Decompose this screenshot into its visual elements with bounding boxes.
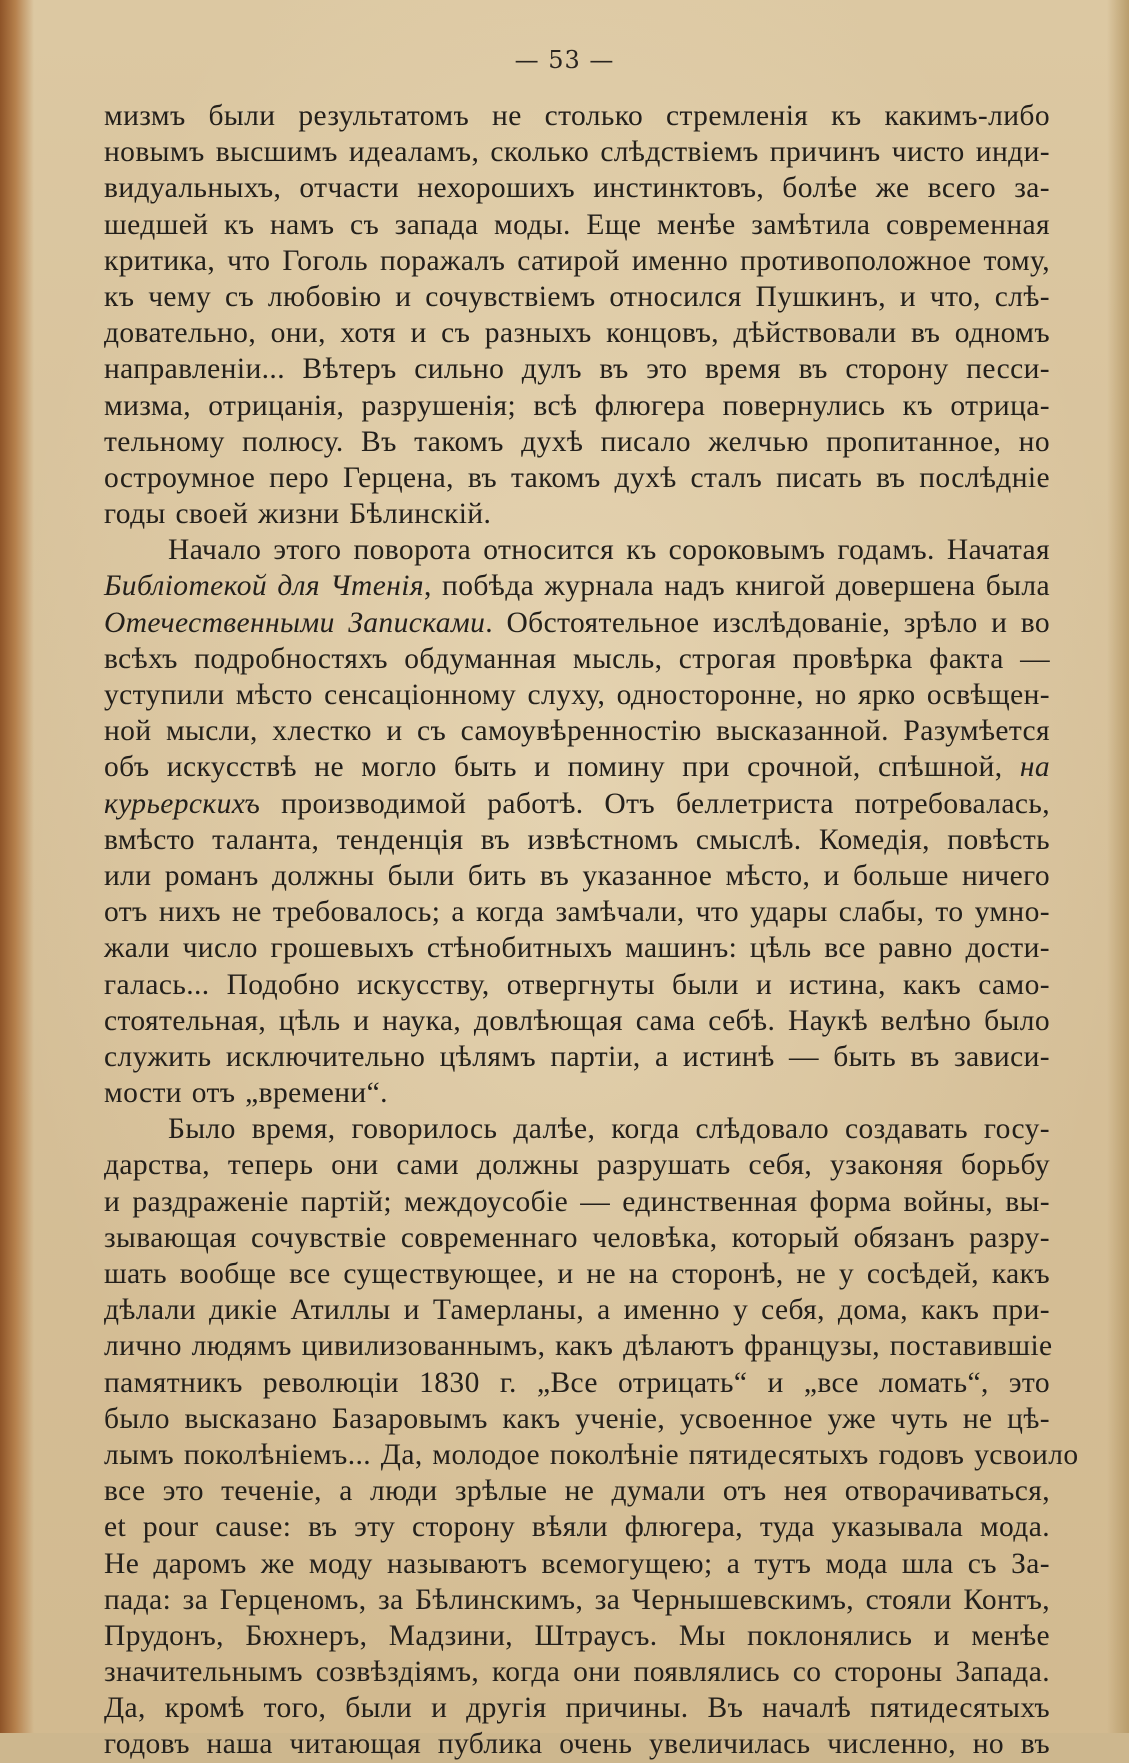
page-edge-shadow: [1107, 0, 1129, 1733]
text-run: стоятельная, цѣль и наука, довлѣющая сама себѣ. Наукѣ велѣно было: [104, 1004, 1050, 1037]
page-number: — 53 —: [514, 46, 615, 74]
text-run: лично людямъ цивилизованнымъ, какъ дѣлаютъ французы, поставившіе: [104, 1330, 1053, 1363]
text-run: было высказано Базаровымъ какъ ученіе, усвоенное уже чуть не цѣ-: [104, 1402, 1050, 1435]
text-run: ной мысли, хлестко и съ самоувѣренностію высказанной. Разумѣется: [104, 715, 1050, 748]
text-run: Начало этого поворота относится къ сороковымъ годамъ. Начатая: [168, 534, 1050, 567]
text-run: направленіи... Вѣтеръ сильно дулъ въ это время въ сторону песси-: [104, 353, 1050, 386]
text-run: шать вообще все существующее, и не на сторонѣ, не у сосѣдей, какъ: [104, 1258, 1050, 1290]
text-run: мизмъ были результатомъ не столько стремленія къ какимъ-либо: [104, 100, 1050, 132]
text-run: видуальныхъ, отчасти нехорошихъ инстинктовъ, болѣе же всего за-: [104, 172, 1050, 205]
text-line: [104, 351, 1050, 387]
text-line: [104, 424, 1050, 460]
text-line: [104, 749, 1050, 785]
text-run: шедшей къ намъ съ запада моды. Еще менѣе замѣтила современная: [104, 208, 1050, 241]
text-run: уступили мѣсто сенсаціонному слуху, односторонне, но ярко освѣщен-: [104, 679, 1050, 711]
text-run: довательно, они, хотя и съ разныхъ концовъ, дѣйствовали въ одномъ: [104, 317, 1050, 350]
text-line: [104, 930, 1050, 966]
text-run: галась... Подобно искусству, отвергнуты были и истина, какъ само-: [104, 968, 1050, 1001]
text-run: производимой работѣ. Отъ беллетриста потребовалась,: [260, 787, 1050, 820]
text-run: Было время, говорилось далѣе, когда слѣдовало создавать госу-: [168, 1113, 1050, 1146]
text-run: памятникъ революціи 1830 г. „Все отрицать“ и „все ломать“, это: [104, 1366, 1050, 1399]
text-run: et pour cause: въ эту сторону вѣяли флюгера, туда указывала мода.: [104, 1511, 1050, 1544]
text-run: и раздраженіе партій; междоусобіе — единственная форма войны, вы-: [104, 1185, 1050, 1218]
text-run: Прудонъ, Бюхнеръ, Мадзини, Штраусъ. Мы поклонялись и менѣе: [104, 1619, 1050, 1652]
text-line: [104, 98, 1050, 134]
text-line: [104, 1401, 1050, 1437]
text-run: все это теченіе, а люди зрѣлые не думали отъ нея отворачиваться,: [104, 1475, 1050, 1508]
text-line: [104, 894, 1050, 930]
text-line: [104, 1256, 1050, 1292]
text-line: [104, 1328, 1053, 1364]
text-line: [104, 1726, 1050, 1762]
text-run: остроумное перо Герцена, въ такомъ духѣ сталъ писать въ послѣдніе: [104, 461, 1050, 494]
text-run: дарства, теперь они сами должны разрушать себя, узаконяя борьбу: [104, 1149, 1050, 1182]
text-run: къ чему съ любовію и сочувствіемъ относился Пушкинъ, и что, слѣ-: [104, 280, 1050, 313]
text-run: Да, кромѣ того, были и другія причины. Въ началѣ пятидесятыхъ: [104, 1692, 1050, 1725]
text-line: [104, 786, 1050, 822]
italic-title: Отечественными Записками: [104, 606, 486, 639]
text-run: зывающая сочувствіе современнаго человѣка, который обязанъ разру-: [104, 1221, 1050, 1254]
text-run: критика, что Гоголь поражалъ сатирой именно противоположное тому,: [104, 244, 1050, 277]
text-line: [104, 1184, 1050, 1220]
text-line: [104, 279, 1050, 315]
text-run: значительнымъ созвѣздіямъ, когда они появлялись со стороны Запада.: [104, 1656, 1050, 1689]
text-line: [104, 170, 1050, 206]
text-run: пада: за Герценомъ, за Бѣлинскимъ, за Чернышевскимъ, стояли Контъ,: [104, 1583, 1050, 1616]
text-run: новымъ высшимъ идеаламъ, сколько слѣдствіемъ причинъ чисто инди-: [104, 136, 1050, 169]
text-run: отъ нихъ не требовалось; а когда замѣчали, что удары слабы, то умно-: [104, 896, 1050, 929]
text-line: [104, 1509, 1050, 1545]
body-text: [104, 98, 1079, 1763]
book-spine-shadow: [0, 0, 34, 1733]
text-line: [104, 496, 1050, 532]
paragraph: [104, 98, 1050, 532]
text-line: [104, 1582, 1050, 1618]
italic-phrase: на: [1019, 751, 1050, 784]
text-line: [104, 1147, 1050, 1183]
text-run: служить исключительно цѣлямъ партіи, а истинѣ — быть въ зависи-: [104, 1040, 1050, 1073]
text-run: вмѣсто таланта, тенденція въ извѣстномъ смыслѣ. Комедія, повѣсть: [104, 823, 1050, 856]
paragraph: [104, 532, 1050, 1111]
text-line: [104, 532, 1050, 568]
text-line: [104, 858, 1050, 894]
text-line: [104, 1111, 1050, 1147]
italic-title: Библіотекой для Чтенія: [104, 570, 424, 603]
text-line: [104, 1473, 1050, 1509]
italic-phrase: курьерскихъ: [104, 787, 261, 820]
text-run: годы своей жизни Бѣлинскій.: [104, 498, 492, 531]
text-run: . Обстоятельное изслѣдованіе, зрѣло и во: [485, 606, 1050, 639]
text-line: [104, 243, 1050, 279]
text-line: [104, 315, 1050, 351]
text-line: [104, 641, 1050, 677]
text-line: [104, 822, 1050, 858]
text-line: [104, 1654, 1050, 1690]
text-line: [104, 1039, 1050, 1075]
text-line: [104, 677, 1050, 713]
text-line: [104, 1292, 1050, 1328]
paragraph: [104, 1111, 1079, 1762]
text-line: [104, 207, 1050, 243]
text-line: [104, 605, 1050, 641]
text-line: [104, 1003, 1050, 1039]
text-run: мизма, отрицанія, разрушенія; всѣ флюгера повернулись къ отрица-: [104, 389, 1050, 422]
text-run: , побѣда журнала надъ книгой довершена была: [423, 570, 1050, 603]
text-run: объ искусствѣ не могло быть и помину при срочной, спѣшной,: [104, 751, 1020, 784]
text-run: тельному полюсу. Въ такомъ духѣ писало желчью пропитанное, но: [104, 425, 1050, 458]
text-line: [104, 1075, 1050, 1111]
text-line: [104, 568, 1050, 604]
text-line: [104, 134, 1050, 170]
text-run: мости отъ „времени“.: [104, 1077, 388, 1110]
text-line: [104, 460, 1050, 496]
text-run: дѣлали дикіе Атиллы и Тамерланы, а именно у себя, дома, какъ при-: [104, 1294, 1050, 1327]
text-line: [104, 388, 1050, 424]
text-line: [104, 1437, 1079, 1473]
text-run: жали число грошевыхъ стѣнобитныхъ машинъ: цѣль все равно дости-: [104, 932, 1050, 965]
text-run: Не даромъ же моду называютъ всемогущею; а тутъ мода шла съ За-: [104, 1547, 1050, 1580]
text-line: [104, 1618, 1050, 1654]
text-line: [104, 967, 1050, 1003]
text-line: [104, 1365, 1050, 1401]
text-run: лымъ поколѣніемъ... Да, молодое поколѣніе пятидесятыхъ годовъ усвоило: [104, 1438, 1079, 1471]
text-line: [104, 1546, 1050, 1582]
text-run: всѣхъ подробностяхъ обдуманная мысль, строгая провѣрка факта —: [104, 642, 1050, 675]
text-run: или романъ должны были бить въ указанное мѣсто, и больше ничего: [104, 859, 1050, 892]
text-line: [104, 713, 1050, 749]
text-line: [104, 1220, 1050, 1256]
text-line: [104, 1690, 1050, 1726]
text-run: годовъ наша читающая публика очень увеличилась численно, но въ: [104, 1728, 1050, 1761]
